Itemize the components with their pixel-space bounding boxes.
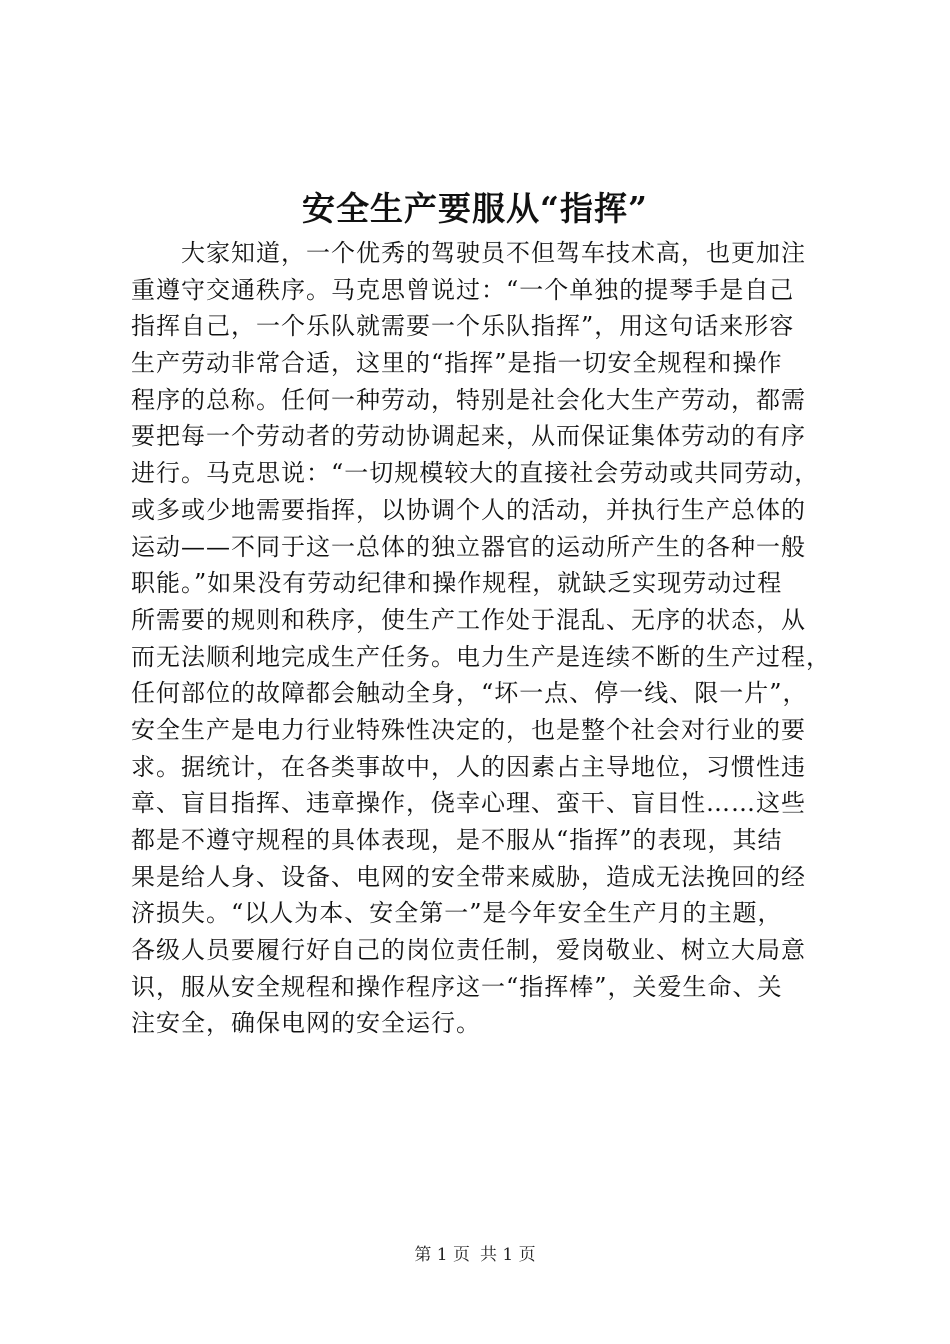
paragraph-line: 章、盲目指挥、违章操作，侥幸心理、蛮干、盲目性……这些 <box>131 789 806 818</box>
paragraph-line: 程序的总称。任何一种劳动，特别是社会化大生产劳动，都需 <box>131 385 806 414</box>
paragraph-line: 重遵守交通秩序。马克思曾说过：“一个单独的提琴手是自己 <box>131 275 795 304</box>
page-footer <box>0 1243 950 1267</box>
paragraph-line: 而无法顺利地完成生产任务。电力生产是连续不断的生产过程， <box>131 642 831 671</box>
paragraph-line: 运动——不同于这一总体的独立器官的运动所产生的各种一般 <box>131 532 806 561</box>
paragraph-line: 所需要的规则和秩序，使生产工作处于混乱、无序的状态，从 <box>131 605 806 634</box>
paragraph-line: 注安全，确保电网的安全运行。 <box>131 1009 481 1038</box>
body-paragraph <box>131 235 831 1042</box>
paragraph-line: 指挥自己，一个乐队就需要一个乐队指挥”，用这句话来形容 <box>131 312 795 341</box>
paragraph-line: 进行。马克思说：“一切规模较大的直接社会劳动或共同劳动， <box>131 459 820 488</box>
paragraph-line: 或多或少地需要指挥，以协调个人的活动，并执行生产总体的 <box>131 495 806 524</box>
paragraph-line: 果是给人身、设备、电网的安全带来威胁，造成无法挽回的经 <box>131 862 806 891</box>
page-number: 第 1 页 <box>414 1245 470 1265</box>
document-title: 安全生产要服从“指挥” <box>302 189 648 228</box>
paragraph-line: 都是不遵守规程的具体表现，是不服从“指挥”的表现，其结 <box>131 826 783 854</box>
paragraph-line: 任何部位的故障都会触动全身，“坏一点、停一线、限一片”， <box>131 679 808 708</box>
paragraph-line: 生产劳动非常合适，这里的“指挥”是指一切安全规程和操作 <box>131 349 783 378</box>
paragraph-line: 各级人员要履行好自己的岗位责任制，爱岗敬业、树立大局意 <box>131 936 806 965</box>
paragraph-line: 职能。”如果没有劳动纪律和操作规程，就缺乏实现劳动过程 <box>131 569 783 598</box>
paragraph-line: 济损失。“以人为本、安全第一”是今年安全生产月的主题， <box>131 899 783 928</box>
paragraph-line: 求。据统计，在各类事故中，人的因素占主导地位，习惯性违 <box>131 752 806 781</box>
paragraph-line: 大家知道，一个优秀的驾驶员不但驾车技术高，也更加注 <box>181 239 806 267</box>
paragraph-line: 识，服从安全规程和操作程序这一“指挥棒”，关爱生命、关 <box>131 972 783 1001</box>
paragraph-line: 要把每一个劳动者的劳动协调起来，从而保证集体劳动的有序 <box>131 422 806 451</box>
paragraph-line: 安全生产是电力行业特殊性决定的，也是整个社会对行业的要 <box>131 715 806 744</box>
page-total: 共 1 页 <box>480 1245 536 1265</box>
